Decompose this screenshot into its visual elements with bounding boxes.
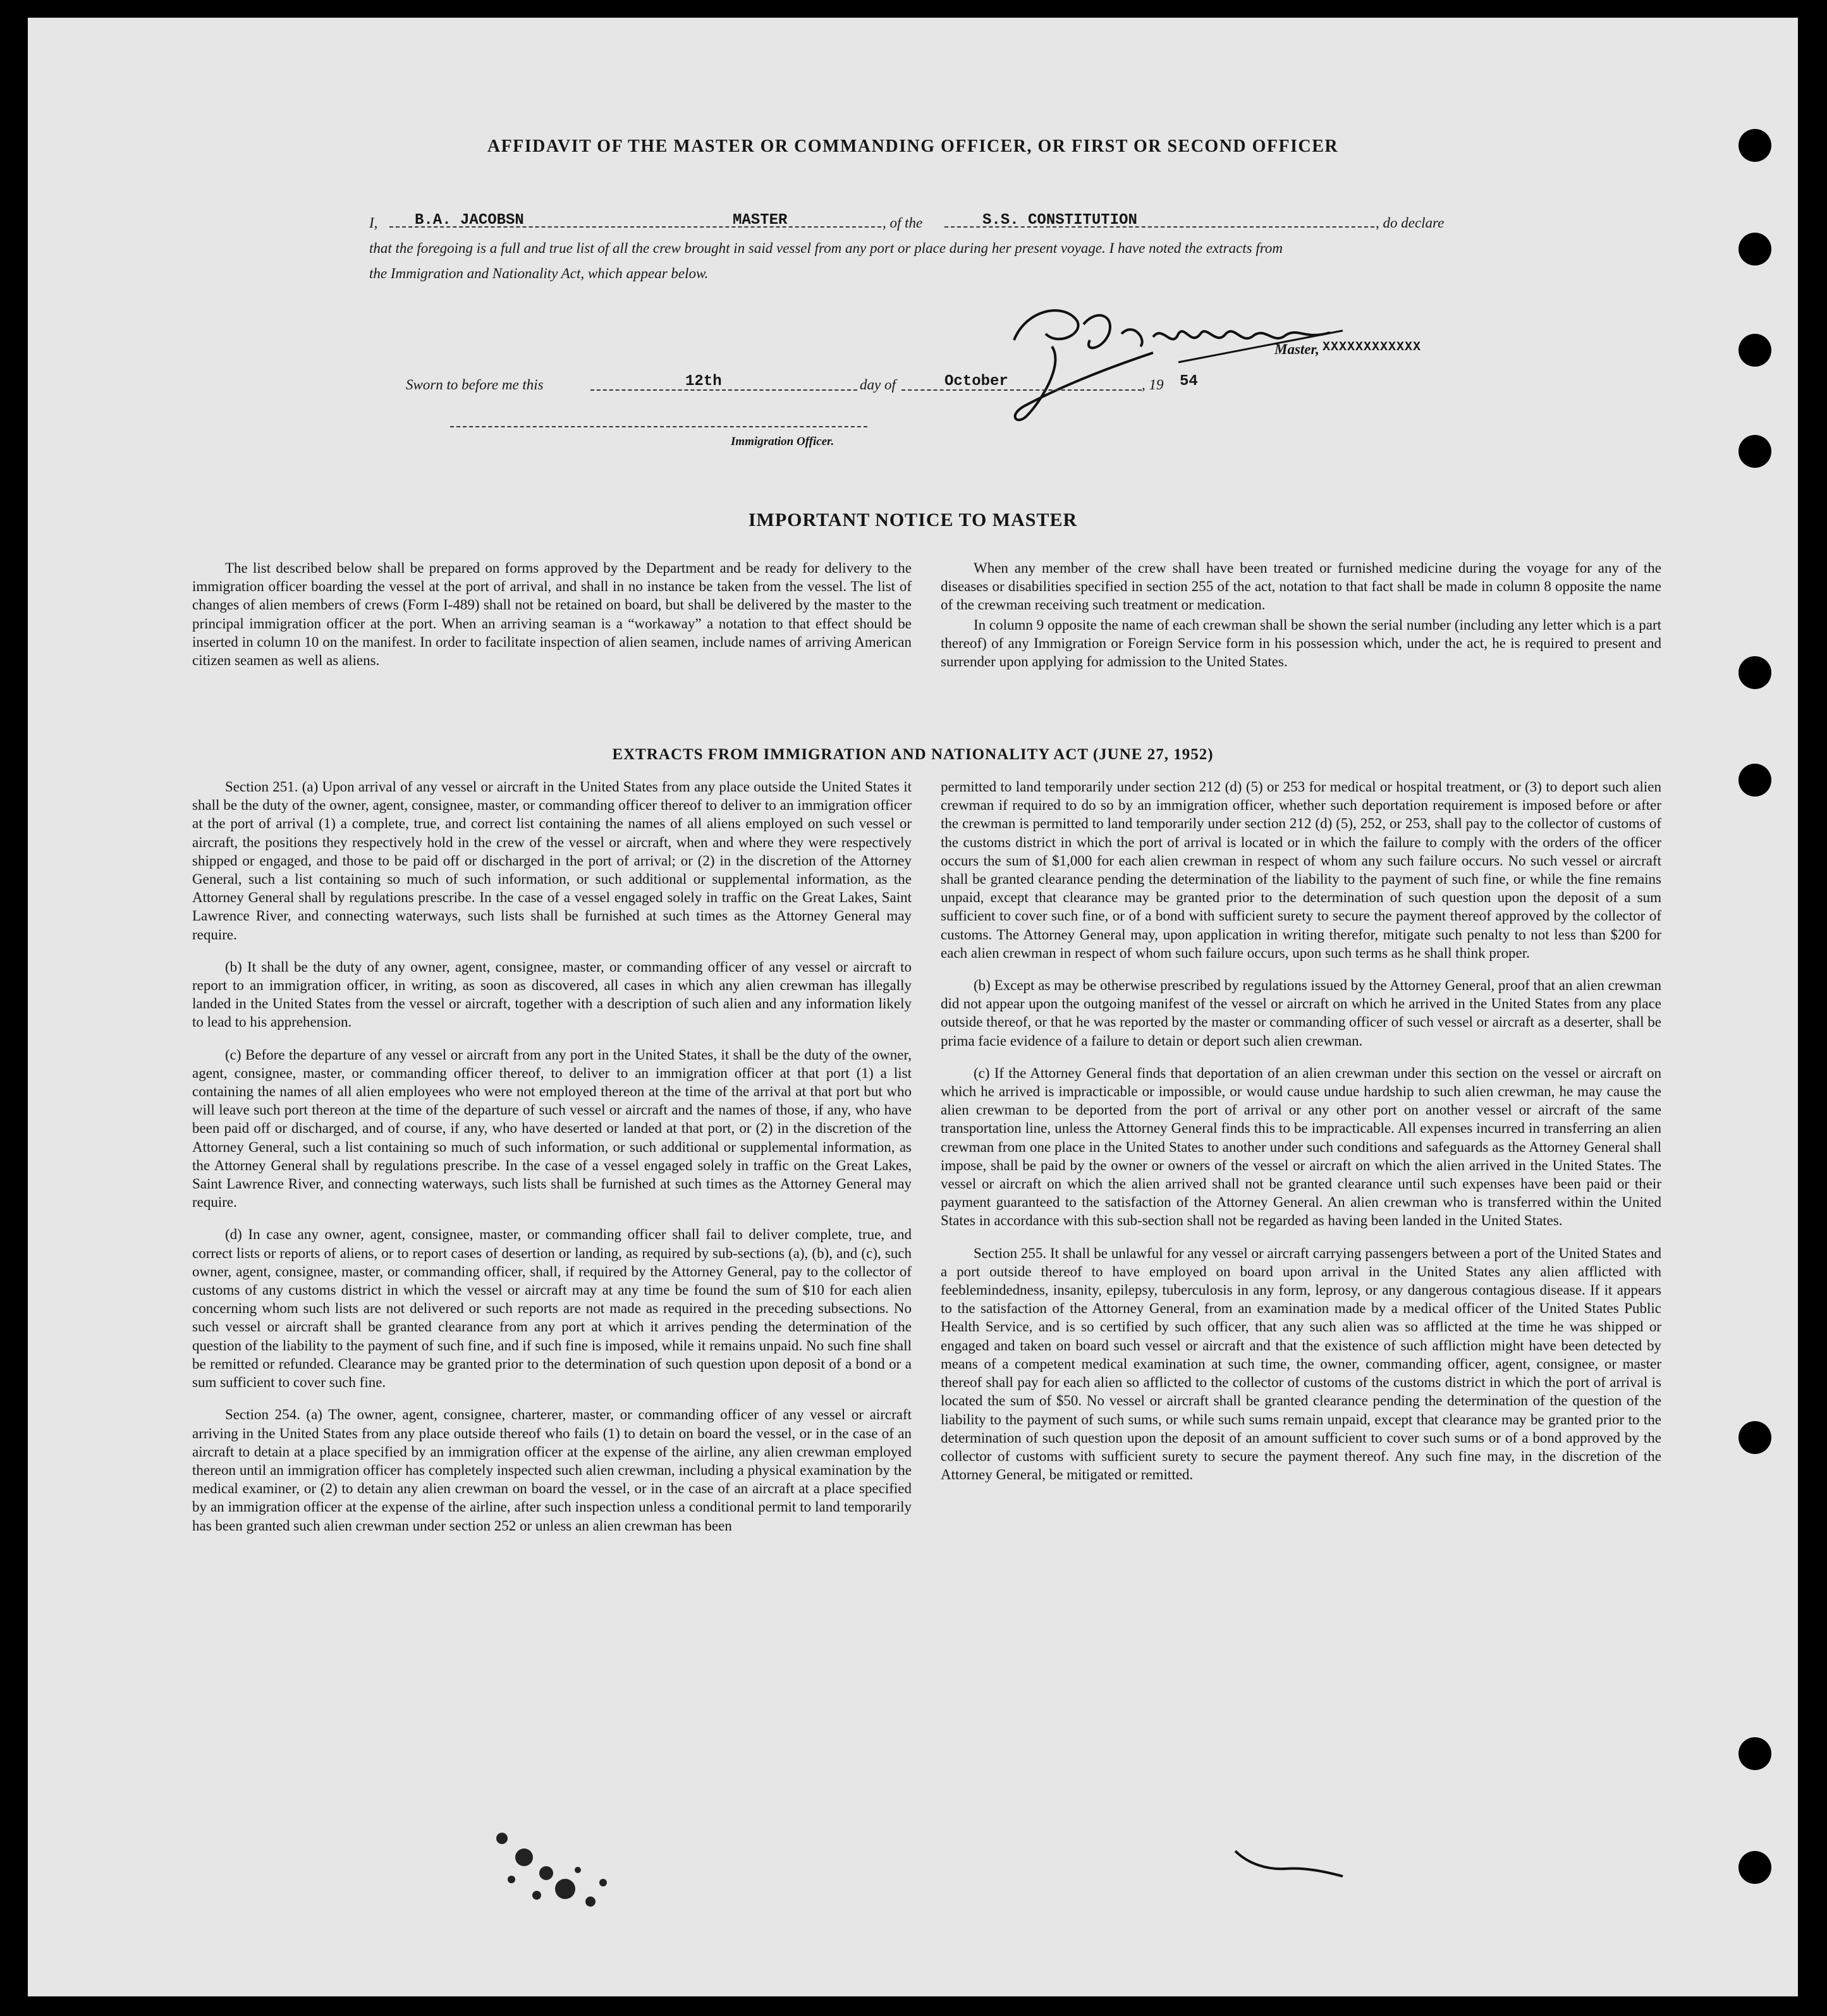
section-251d: (d) In case any owner, agent, consignee, master, or commanding officer shall fail to deliver complete, true, and correct lists or reports of aliens, or to report cases of desertion or landing, as required by sub-sections (a), (b), and (c), such owner, agent, consignee, master, or commanding officer, shall, if required by the Attorney General, pay to the collector of customs of any customs district in which the vessel or aircraft may at any time be found the sum of $10 for each alien concerning whom such lists are not delivered or such reports are not made as required in the preceding subsections. No such vessel or aircraft shall be granted clearance from any port at which it arrives pending the determination of the question of the liability to the payment of such fine, and if such fine is imposed, while it remains unpaid. No such fine shall be remitted or refunded. Clearance may be granted prior to the determination of such question upon deposit of a bond or a sum sufficient to cover such fine. [192,1226,912,1391]
sworn-day-line [590,389,857,391]
ink-stain [464,1813,628,1927]
section-255: Section 255. It shall be unlawful for any vessel or aircraft carrying passengers between a port of the United States and a port outside thereof to have employed on board upon arrival in the United States any alien afflicted with feeblemindedness, insanity, epilepsy, tuberculosis in any form, leprosy, or any dangerous contagious disease. If it appears to the satisfaction of the Attorney General, from an examination made by a medical officer of the United States Public Health Service, and is so certified by such officer, that any such alien was so afflicted at the time he was shipped or engaged and taken on board such vessel or aircraft and that the existence of such affliction might have been detected by means of a competent medical examination at such time, the owner, commanding officer, agent, consignee, or master thereof shall pay for each alien so afflicted to the collector of customs of the customs district in which the port of arrival is located the sum of $50. No vessel or aircraft shall be granted clearance pending the determination of the question of the liability to the payment of such sums, or while such sums remain unpaid, except that clearance may be granted prior to the determination of such question upon the deposit of an amount sufficient to cover such sums or of a bond approved by the collector of customs with sufficient surety to secure the payment thereof. Any such fine may, in the discretion of the Attorney General, be mitigated or remitted. [941,1245,1661,1483]
section-254c: (c) If the Attorney General finds that deportation of an alien crewman under this section on the vessel or aircraft on which he arrived is impracticable or impossible, or would cause undue hardship to such alien crewman, he may cause the alien crewman to be deported from the port of arrival or any other port on another vessel or aircraft of the same transportation line, unless the Attorney General finds this to be impracticable. All expenses incurred in transferring an alien crewman from one place in the United States to another under such conditions and safeguards as the Attorney General shall impose, shall be paid by the owner or owners of the vessel or aircraft on which the alien arrived in the United States. The vessel or aircraft on which the alien arrived shall not be granted clearance until such expenses have been paid or their payment guaranteed to the satisfaction of the Attorney General. An alien crewman who is transferred within the United States in accordance with this sub-section shall not be regarded as having been landed in the United States. [941,1065,1661,1229]
do-declare-label: , do declare [1376,215,1445,231]
officer-rank: MASTER [733,212,788,229]
binder-hole [1738,1851,1771,1884]
binder-hole [1738,129,1771,162]
section-254a-continued: permitted to land temporarily under section 212 (d) (5) or 253 for medical or hospital treatment, or (3) to deport such alien crewman if required to do so by an immigration officer, whether such deportation requirement is imposed before or after the crewman is permitted to land temporarily under section 212 (d) (5), 252, or 253, shall pay to the collector of customs of the customs district in which the port of arrival is located or in which the failure to comply with the orders of the officer occurs the sum of $1,000 for each alien crewman in respect of whom any such failure occurs. No such vessel or aircraft shall be granted clearance pending the determination of the liability to the payment of such fine, or while the fine remains unpaid, except that clearance may be granted prior to the determination of such question upon the deposit of a sum sufficient to cover such fine, or of a bond with sufficient surety to secure the payment thereof approved by the collector of customs. The Attorney General may, upon application in writing therefor, mitigate such penalty to not less than $200 for each alien crewman in respect of whom such failure occurs, upon such terms as he shall think proper. [941,779,1661,961]
extracts-left-column [192,778,912,1549]
notice-left-paragraph: The list described below shall be prepared on forms approved by the Department and be ready for delivery to the immigration officer boarding the vessel at the port of arrival, and shall in no instance be taken from the vessel. The list of changes of alien members of crews (Form I-489) shall not be retained on board, but shall be delivered by the master to the principal immigration officer at the port. When an arriving seaman is a “workaway” a notation to that effect should be inserted in column 10 on the manifest. In order to facilitate inspection of alien seamen, include names of arriving American citizen seamen as well as aliens. [192,560,912,669]
declaration-line-1: that the foregoing is a full and true list of all the crew brought in said vessel from any port or place during her present voyage. I have noted the extracts from [369,240,1283,256]
document-page [28,18,1798,1996]
day-of-label: day of [860,377,896,393]
section-254b: (b) Except as may be otherwise prescribed by regulations issued by the Attorney General, proof that an alien crewman did not appear upon the outgoing manifest of the vessel or aircraft on which he arrived in the United States from any place outside thereof, or that he was reported by the master or commanding officer of such vessel or aircraft as a deserter, shall be prima facie evidence of a failure to detain or deport such alien crewman. [941,977,1661,1049]
notice-right-paragraph-1: When any member of the crew shall have been treated or furnished medicine during the voyage for any of the diseases or disabilities specified in section 255 of the act, notation to that fact shall be made in column 8 opposite the name of the crewman receiving such treatment or medication. [941,560,1661,613]
immigration-officer-line [450,426,867,427]
extracts-heading: EXTRACTS FROM IMMIGRATION AND NATIONALITY ACT (JUNE 27, 1952) [612,746,1214,763]
sworn-month-line [901,389,1142,391]
affidavit-heading: AFFIDAVIT OF THE MASTER OR COMMANDING OFFICER, OR FIRST OR SECOND OFFICER [487,137,1339,156]
year-suffix: 54 [1180,373,1198,390]
binder-hole [1738,656,1771,689]
section-251a: Section 251. (a) Upon arrival of any vessel or aircraft in the United States from any place outside the United States it shall be the duty of the owner, agent, consignee, master, or commanding officer thereof to deliver to an immigration officer at the port of arrival (1) a complete, true, and correct list containing the names of all aliens employed on such vessel or aircraft, the positions they respectively hold in the crew of the vessel or aircraft, when and where they were respectively shipped or engaged, and those to be paid off or discharged in the port of arrival; or (2) in the discretion of the Attorney General, such a list containing so much of such information, or such additional or supplemental information, as the Attorney General shall by regulations prescribe. In the case of a vessel engaged solely in traffic on the Great Lakes, Saint Lawrence River, and connecting waterways, such lists shall be furnished at such times as the Attorney General may require. [192,779,912,943]
officer-name: B.A. JACOBSN [415,212,524,229]
sworn-label: Sworn to before me this [406,377,544,393]
section-254a: Section 254. (a) The owner, agent, consignee, charterer, master, or commanding officer of any vessel or aircraft arriving in the United States from any place outside thereof who fails (1) to detain on board the vessel, or in the case of an aircraft to detain at a place specified by an immigration officer at the expense of the airline, any alien crewman employed thereon until an immigration officer has completely inspected such alien crewman, including a physical examination by the medical examiner, or (2) to detain any alien crewman on board the vessel, or in the case of an aircraft at a place specified by an immigration officer at the expense of the airline, after such inspection unless a conditional permit to land temporarily has been granted such alien crewman under section 252 or unless an alien crewman has been [192,1407,912,1534]
notice-left-column [192,559,912,683]
sworn-month: October [944,373,1008,390]
binder-hole [1738,435,1771,468]
section-251c: (c) Before the departure of any vessel or aircraft from any port in the United States, it shall be the duty of the owner, agent, consignee, master, or commanding officer thereof, to deliver to an immigration officer at that port (1) a list containing the names of all alien employees who were not employed thereon at the time of the arrival at that port but who will leave such port thereon at the time of the departure of such vessel or aircraft and the names of those, if any, who have been paid off or discharged, and of course, if any, who have deserted or landed at that port, or (2) in the discretion of the Attorney General, such a list containing so much of such information, or such additional or supplemental information, as the Attorney General shall by regulations prescribe. In the case of a vessel engaged solely in traffic on the Great Lakes, Saint Lawrence River, and connecting waterways, such lists shall be furnished at such times as the Attorney General may require. [192,1046,912,1211]
binder-hole [1738,1737,1771,1770]
binder-hole [1738,1421,1771,1454]
year-prefix: , 19 [1142,377,1164,393]
pen-mark [1229,1838,1355,1889]
binder-hole [1738,233,1771,266]
section-251b: (b) It shall be the duty of any owner, agent, consignee, master, or commanding officer of any vessel or aircraft to report to an immigration officer, in writing, as soon as discovered, all cases in which any alien crewman has illegally landed in the United States from the vessel or aircraft, together with a description of such alien and any information likely to lead to his apprehension. [192,958,912,1030]
of-the-label: , of the [883,215,923,231]
binder-hole [1738,334,1771,367]
sworn-day: 12th [685,373,722,390]
master-signature [989,296,1393,441]
vessel-name: S.S. CONSTITUTION [982,212,1137,229]
i-label: I, [369,215,378,231]
declaration-line-2: the Immigration and Nationality Act, which appear below. [369,266,709,281]
master-label: Master, [1274,341,1319,357]
extracts-right-column [941,778,1661,1498]
notice-right-column [941,559,1661,685]
notice-heading: IMPORTANT NOTICE TO MASTER [748,510,1078,530]
immigration-officer-label: Immigration Officer. [731,435,834,448]
master-struck-out: XXXXXXXXXXXX [1323,340,1422,355]
binder-hole [1738,764,1771,797]
notice-right-paragraph-2: In column 9 opposite the name of each crewman shall be shown the serial number (including any letter which is a part thereof) of any Immigration or Foreign Service form in his possession which, under the act, he is required to present and surrender upon applying for admission to the United States. [941,616,1661,670]
